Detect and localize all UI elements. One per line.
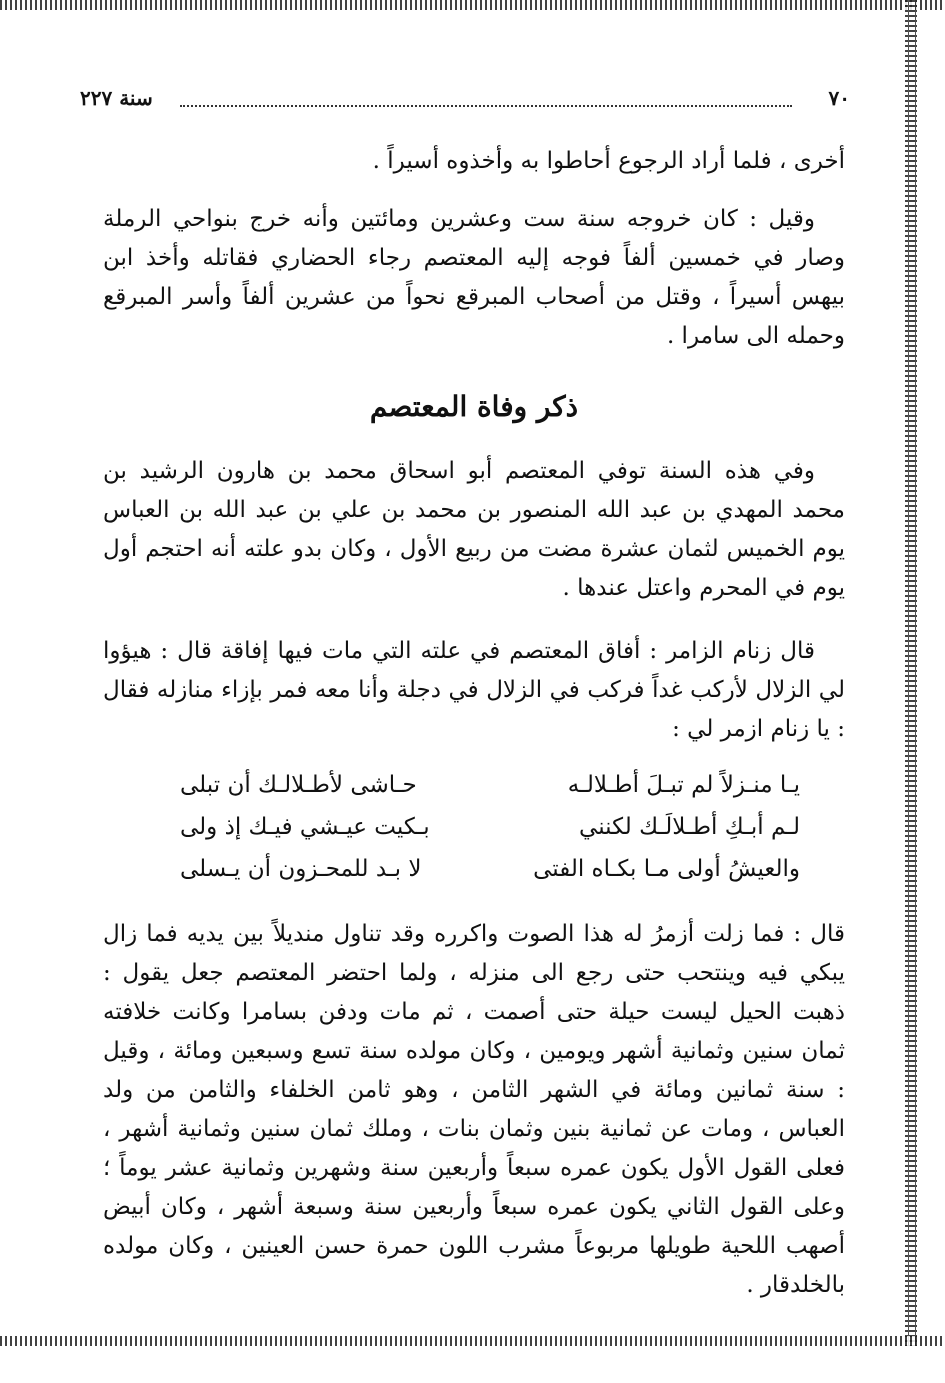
poem-hemistich-second: لا بـد للمحـزون أن يـسلى [180,856,422,882]
header-dotted-rule [180,105,792,107]
paragraph-3: وفي هذه السنة توفي المعتصم أبو اسحاق محمد بن هارون الرشيد بن محمد المهدي بن عبد الله المنصور بن محمد بن علي بن عبد الله بن العباس يوم الخميس لثمان عشرة مضت من ربيع الأول ، وكان بدو علته أنه احتجم أول يوم في المحرم واعتل عندها . [103,458,845,601]
page-border-top [0,0,945,10]
poem-hemistich-first: يـا منـزلاً لم تبـلَ أطـلالـه [567,772,800,798]
page-border-bottom [0,1336,945,1346]
page-border-right [905,0,917,1346]
paragraph-4: قال زنام الزامر : أفاق المعتصم في علته التي مات فيها إفاقة قال : هيؤوا لي الزلال لأركب غداً فركب في الزلال في دجلة وأنا معه فمر بإزاء منازله فقال : يا زنام ازمر لي : [103,638,845,742]
poem-verse [180,772,800,814]
poem-hemistich-second: بـكيت عيـشي فيـك إذ ولى [180,814,430,840]
paragraph-2: وقيل : كان خروجه سنة ست وعشرين ومائتين وأنه خرج بنواحي الرملة وصار في خمسين ألفاً فوجه إليه المعتصم رجاء الحضاري فقاتله وأخذ ابن بيهس أسيراً ، وقتل من أصحاب المبرقع نحواً من عشرين ألفاً وأسر المبرقع وحمله الى سامرا . [103,206,845,349]
section-heading: ذكر وفاة المعتصم [369,390,579,423]
header-year: سنة ٢٢٧ [80,86,153,110]
page-number: ٧٠ [828,86,850,110]
poem [180,772,800,898]
page-header [80,86,850,116]
poem-verse [180,856,800,898]
paragraph-1: أخرى ، فلما أراد الرجوع أحاطوا به وأخذوه أسيراً . [372,148,845,174]
poem-hemistich-first: والعيشُ أولى مـا بكـاه الفتى [533,856,800,882]
poem-hemistich-first: لـم أبـكِ أطـلالَـك لكنني [579,814,800,840]
poem-hemistich-second: حـاشى لأطـلالـك أن تبلى [180,772,417,798]
paragraph-5: قال : فما زلت أزمرُ له هذا الصوت واكرره وقد تناول منديلاً بين يديه فما زال يبكي فيه وينتحب حتى رجع الى منزله ، ولما احتضر المعتصم جعل يقول : ذهبت الحيل ليست حيلة حتى أصمت ، ثم مات ودفن بسامرا وكانت خلافته ثمان سنين وثمانية أشهر ويومين ، وكان مولده سنة تسع وسبعين ومائة ، وقيل : سنة ثمانين ومائة في الشهر الثامن ، وهو ثامن الخلفاء والثامن من ولد العباس ، ومات عن ثمانية بنين وثمان بنات ، وملك ثمان سنين وثمانية أشهر ، فعلى القول الأول يكون عمره سبعاً وأربعين سنة وشهرين وثمانية عشر يوماً ؛ وعلى القول الثاني يكون عمره سبعاً وأربعين سنة وسبعة أشهر ، وكان أبيض أصهب اللحية طويلها مربوعاً مشرب اللون حمرة حسن العينين ، وكان مولده بالخلدقار . [103,921,845,1298]
poem-verse [180,814,800,856]
